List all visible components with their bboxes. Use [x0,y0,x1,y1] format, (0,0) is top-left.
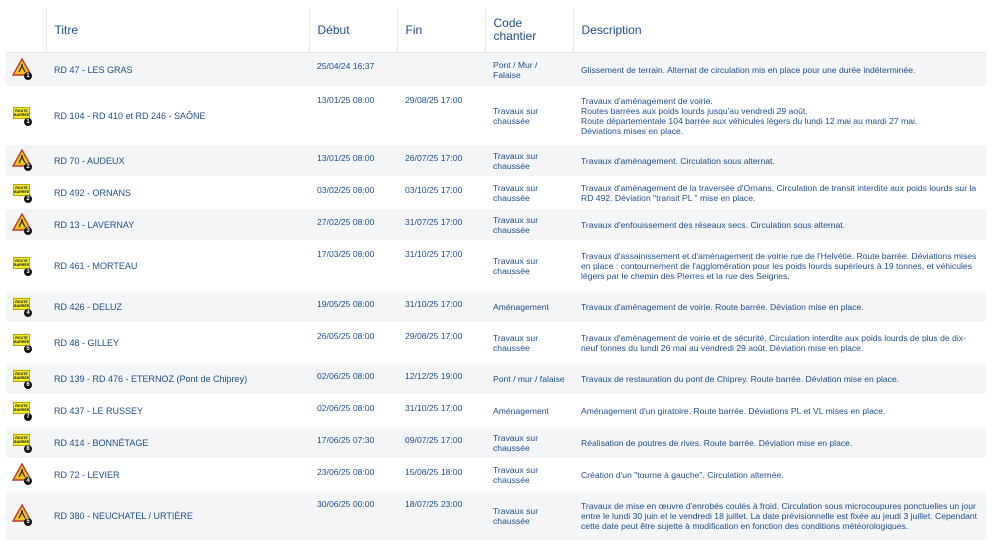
row-badge: 5 [24,518,32,526]
row-title[interactable]: RD 437 - LE RUSSEY [46,395,309,427]
route-barree-icon [12,104,34,126]
row-badge: 4 [24,309,32,317]
row-badge: 5 [24,345,32,353]
sign-label: ROUTE BARRÉE [14,435,30,444]
row-start: 27/02/25 08:00 [309,209,397,241]
table-row[interactable] [6,209,986,241]
row-badge: 3 [24,227,32,235]
row-end: 09/07/25 17:00 [397,427,485,459]
sign-label: ROUTE BARRÉE [14,335,30,344]
row-badge: 6 [24,381,32,389]
warning-landslide-icon [12,58,34,80]
table-row[interactable] [6,427,986,459]
row-title[interactable]: RD 492 - ORNANS [46,177,309,209]
row-code: Pont / Mur / Falaise [485,53,573,87]
row-start: 02/06/25 08:00 [309,395,397,427]
row-title[interactable]: RD 461 - MORTEAU [46,241,309,291]
row-description: Travaux de mise en œuvre d'enrobés coulés à froid. Circulation sous microcoupures ponctuelles un jour entre le lundi 30 juin et le vendredi 18 juillet. La date prévisionnelle est fixée au jeudi 3 juillet. Cependant cette date peut être sujette à modification en fonction des conditions météorologiques. [573,491,986,541]
row-description: Travaux d'aménagement de voirie. Route barrée. Déviation mise en place. [573,291,986,323]
route-barree-icon [12,367,34,389]
header-start[interactable]: Début [309,8,397,53]
warning-roadwork-icon [12,463,34,485]
row-end: 03/10/25 17:00 [397,177,485,209]
row-icon-cell [6,241,46,291]
warning-roadwork-icon [12,504,34,526]
table-row[interactable] [6,395,986,427]
row-end: 18/07/25 23:00 [397,491,485,541]
row-code: Travaux sur chaussée [485,209,573,241]
row-title[interactable]: RD 72 - LEVIER [46,459,309,491]
row-title[interactable]: RD 414 - BONNÉTAGE [46,427,309,459]
row-start: 13/01/25 08:00 [309,145,397,177]
row-badge: 4 [24,477,32,485]
table-body [6,53,986,541]
route-barree-icon [12,399,34,421]
row-code: Travaux sur chaussée [485,459,573,491]
row-badge: 2 [24,163,32,171]
table-row[interactable] [6,87,986,145]
warning-roadwork-icon [12,213,34,235]
sign-label: ROUTE BARRÉE [14,299,30,308]
table-row[interactable] [6,291,986,323]
row-code: Travaux sur chaussée [485,491,573,541]
row-end: 31/10/25 17:00 [397,395,485,427]
row-start: 02/06/25 08:00 [309,363,397,395]
row-code: Travaux sur chaussée [485,241,573,291]
row-icon-cell [6,323,46,363]
row-badge: 1 [24,72,32,80]
row-badge: 8 [24,445,32,453]
header-end[interactable]: Fin [397,8,485,53]
table-row[interactable] [6,241,986,291]
table-row[interactable] [6,491,986,541]
row-description: Travaux de restauration du pont de Chiprey. Route barrée. Déviation mise en place. [573,363,986,395]
row-code: Travaux sur chaussée [485,323,573,363]
row-icon-cell [6,427,46,459]
row-description: Travaux d'aménagement de la traversée d'Ornans. Circulation de transit interdite aux poids lourds sur la RD 492. Déviation "transit PL " mise en place. [573,177,986,209]
row-end: 31/10/25 17:00 [397,241,485,291]
row-code: Pont / mur / falaise [485,363,573,395]
row-icon-cell [6,177,46,209]
header-code[interactable]: Code chantier [485,8,573,53]
row-start: 17/06/25 07:30 [309,427,397,459]
header-row [6,8,986,53]
sign-label: ROUTE BARRÉE [14,108,30,117]
row-start: 30/06/25 00:00 [309,491,397,541]
table-row[interactable] [6,323,986,363]
row-title[interactable]: RD 48 - GILLEY [46,323,309,363]
route-barree-icon [12,295,34,317]
row-title[interactable]: RD 13 - LAVERNAY [46,209,309,241]
row-title[interactable]: RD 139 - RD 476 - ETERNOZ (Pont de Chiprey) [46,363,309,395]
row-end: 29/08/25 17:00 [397,87,485,145]
row-end: 31/07/25 17:00 [397,209,485,241]
sign-label: ROUTE BARRÉE [14,371,30,380]
table-row[interactable] [6,363,986,395]
row-end: 12/12/25 19:00 [397,363,485,395]
route-barree-icon [12,181,34,203]
row-description: Travaux d'aménagement de voirie. Routes barrées aux poids lourds jusqu'au vendredi 29 août. Route départementale 104 barrée aux véhicules légers du lundi 12 mai au mardi 27 mai. Déviations mises en place. [573,87,986,145]
header-description[interactable]: Description [573,8,986,53]
row-icon-cell [6,395,46,427]
route-barree-icon [12,431,34,453]
sign-label: ROUTE BARRÉE [14,185,30,194]
row-badge: 1 [24,118,32,126]
route-barree-icon [12,331,34,353]
row-badge: 7 [24,413,32,421]
row-end: 26/07/25 17:00 [397,145,485,177]
row-title[interactable]: RD 104 - RD 410 et RD 246 - SAÔNE [46,87,309,145]
row-start: 03/02/25 08:00 [309,177,397,209]
row-description: Glissement de terrain. Alternat de circulation mis en place pour une durée indéterminée. [573,53,986,87]
table-row[interactable] [6,177,986,209]
header-icon [6,8,46,53]
row-badge: 2 [24,195,32,203]
table-row[interactable] [6,459,986,491]
table-row[interactable] [6,145,986,177]
table-row[interactable] [6,53,986,87]
row-icon-cell [6,491,46,541]
row-icon-cell [6,209,46,241]
row-start: 19/05/25 08:00 [309,291,397,323]
row-code: Aménagement [485,291,573,323]
row-code: Aménagement [485,395,573,427]
route-barree-icon [12,254,34,276]
row-end: 15/08/25 18:00 [397,459,485,491]
row-icon-cell [6,87,46,145]
row-code: Travaux sur chaussée [485,87,573,145]
header-title[interactable]: Titre [46,8,309,53]
row-icon-cell [6,459,46,491]
row-icon-cell [6,363,46,395]
roadworks-table [6,8,986,541]
row-icon-cell [6,291,46,323]
warning-roadwork-icon [12,149,34,171]
row-description: Réalisation de poutres de rives. Route barrée. Déviation mise en place. [573,427,986,459]
row-description: Travaux d'assainissement et d'aménagement de voirie rue de l'Helvétie. Route barrée. Déviations mises en place : contournement de l'agglomération pour les poids lourds supérieurs à 19 tonnes, et véhicules légers par le chemin des Pierres et la rue des Seignes. [573,241,986,291]
row-code: Travaux sur chaussée [485,145,573,177]
row-icon-cell [6,53,46,87]
row-icon-cell [6,145,46,177]
row-start: 26/05/25 08:00 [309,323,397,363]
row-badge: 3 [24,268,32,276]
row-start: 23/06/25 08:00 [309,459,397,491]
row-start: 25/04/24 16:37 [309,53,397,87]
row-end: 29/08/25 17:00 [397,323,485,363]
row-description: Travaux d'aménagement de voirie et de sécurité. Circulation interdite aux poids lourds de plus de dix-neuf tonnes du lundi 26 mai au vendredi 29 août. Déviation mise en place. [573,323,986,363]
row-description: Travaux d'enfouissement des réseaux secs. Circulation sous alternat. [573,209,986,241]
row-start: 17/03/25 08:00 [309,241,397,291]
row-description: Travaux d'aménagement. Circulation sous alternat. [573,145,986,177]
row-title[interactable]: RD 47 - LES GRAS [46,53,309,87]
sign-label: ROUTE BARRÉE [14,258,30,267]
row-end [397,53,485,87]
row-description: Création d'un "tourne à gauche". Circulation alternée. [573,459,986,491]
row-description: Aménagement d'un giratoire. Route barrée. Déviations PL et VL mises en place. [573,395,986,427]
row-start: 13/01/25 08:00 [309,87,397,145]
sign-label: ROUTE BARRÉE [14,403,30,412]
row-end: 31/10/25 17:00 [397,291,485,323]
row-title[interactable]: RD 380 - NEUCHATEL / URTIÈRE [46,491,309,541]
row-code: Travaux sur chaussée [485,177,573,209]
row-title[interactable]: RD 426 - DELUZ [46,291,309,323]
row-code: Travaux sur chaussée [485,427,573,459]
row-title[interactable]: RD 70 - AUDEUX [46,145,309,177]
